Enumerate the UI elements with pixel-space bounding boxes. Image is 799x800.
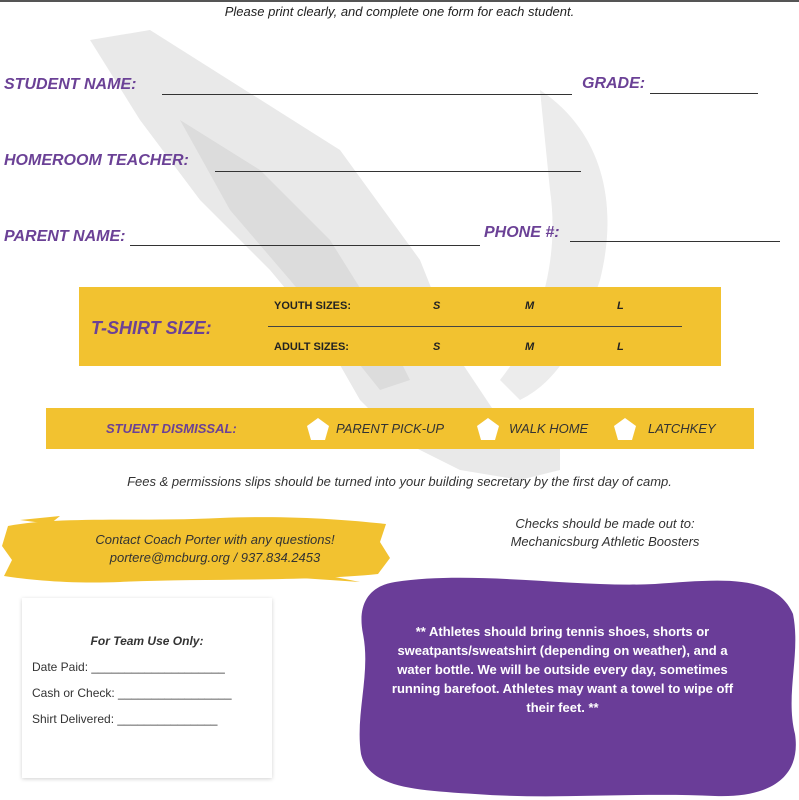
dismissal-label: STUENT DISMISSAL: bbox=[106, 421, 237, 436]
phone-label: PHONE #: bbox=[484, 224, 560, 241]
shirt-delivered-row: Shirt Delivered: _______________ bbox=[32, 712, 218, 726]
contact-email-phone: portere@mcburg.org / 937.834.2453 bbox=[109, 550, 321, 565]
option-walk-home: WALK HOME bbox=[509, 421, 589, 436]
checks-line-1: Checks should be made out to: bbox=[515, 516, 695, 531]
youth-size-m[interactable]: M bbox=[525, 300, 535, 312]
top-border bbox=[0, 0, 799, 2]
tshirt-size-label: T-SHIRT SIZE: bbox=[91, 318, 212, 338]
adult-sizes-label: ADULT SIZES: bbox=[274, 341, 349, 353]
student-name-line[interactable] bbox=[162, 94, 572, 95]
student-name-label: STUDENT NAME: bbox=[4, 76, 137, 93]
latchkey-checkbox-icon[interactable] bbox=[613, 417, 637, 441]
parent-name-line[interactable] bbox=[130, 245, 480, 246]
athlete-note: ** Athletes should bring tennis shoes, shorts or sweatpants/sweatshirt (depending on weather), and a water bottle. We will be outside every day, sometimes running barefoot. Athletes may want a towel to wipe off their feet. ** bbox=[391, 624, 734, 715]
adult-size-m[interactable]: M bbox=[525, 341, 535, 353]
phone-line[interactable] bbox=[570, 241, 780, 242]
tshirt-divider bbox=[268, 326, 682, 327]
parent-pickup-checkbox-icon[interactable] bbox=[306, 417, 330, 441]
walk-home-checkbox-icon[interactable] bbox=[476, 417, 500, 441]
grade-line[interactable] bbox=[650, 93, 758, 94]
homeroom-teacher-label: HOMEROOM TEACHER: bbox=[4, 152, 189, 169]
parent-name-label: PARENT NAME: bbox=[4, 228, 126, 245]
youth-size-s[interactable]: S bbox=[433, 300, 441, 312]
cash-or-check-row: Cash or Check: _________________ bbox=[32, 686, 232, 700]
adult-size-l[interactable]: L bbox=[617, 341, 624, 353]
homeroom-teacher-line[interactable] bbox=[215, 171, 581, 172]
instructions: Please print clearly, and complete one form for each student. bbox=[224, 4, 575, 19]
youth-sizes-label: YOUTH SIZES: bbox=[274, 300, 352, 312]
option-latchkey: LATCHKEY bbox=[648, 421, 716, 436]
option-parent-pickup: PARENT PICK-UP bbox=[336, 421, 445, 436]
youth-size-l[interactable]: L bbox=[617, 300, 624, 312]
team-use-box bbox=[22, 598, 272, 778]
fees-note: Fees & permissions slips should be turned into your building secretary by the first day of camp. bbox=[127, 474, 672, 489]
grade-label: GRADE: bbox=[582, 75, 646, 92]
adult-size-s[interactable]: S bbox=[433, 341, 441, 353]
date-paid-row: Date Paid: ____________________ bbox=[32, 660, 225, 674]
team-use-title: For Team Use Only: bbox=[90, 634, 204, 648]
contact-line-1: Contact Coach Porter with any questions! bbox=[95, 532, 335, 547]
checks-line-2: Mechanicsburg Athletic Boosters bbox=[510, 534, 700, 549]
